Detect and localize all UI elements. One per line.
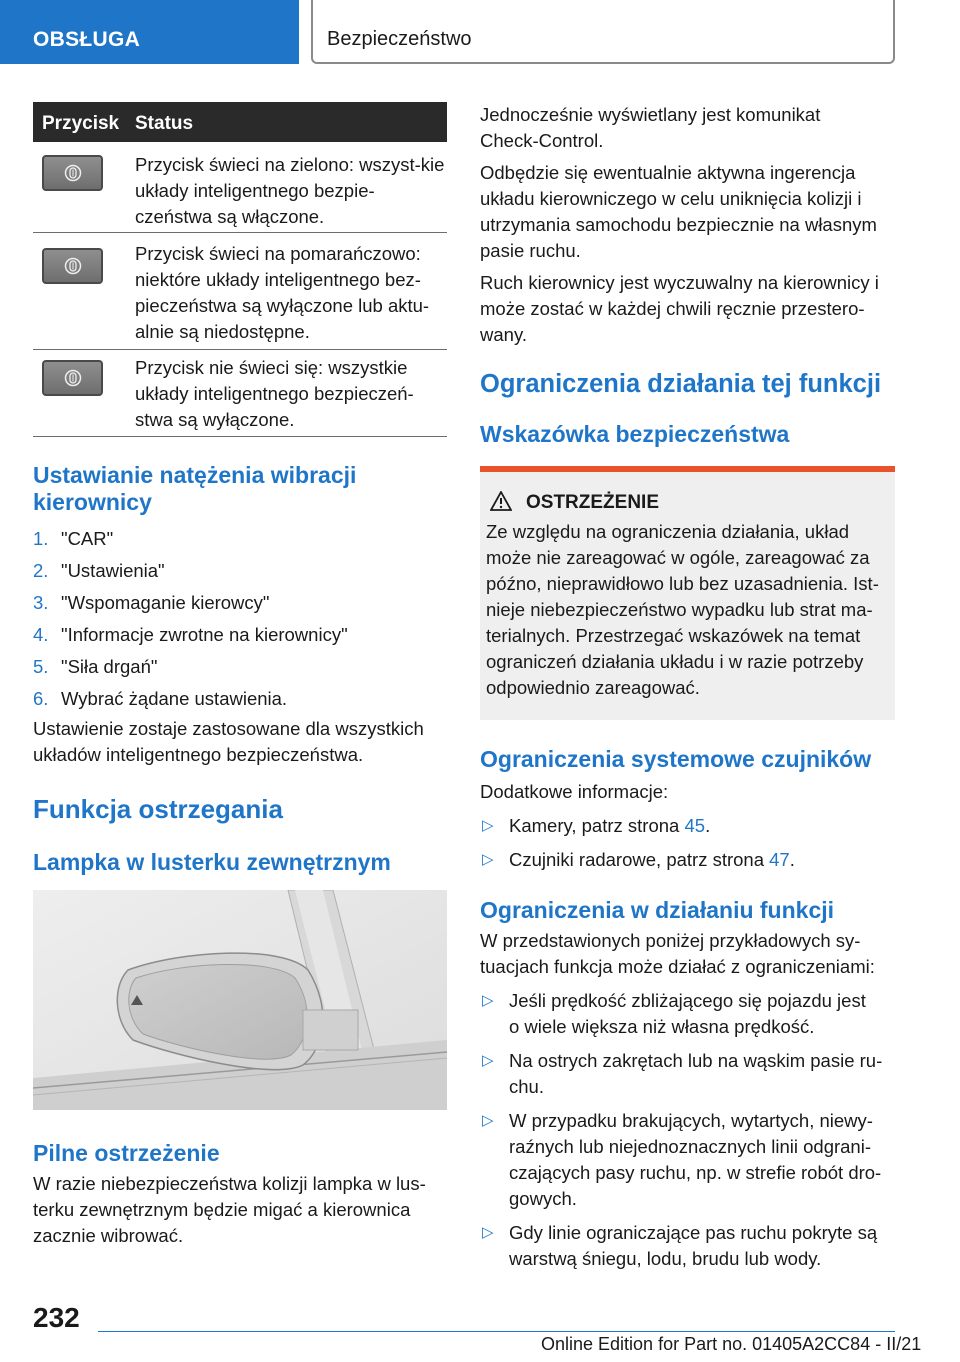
col-status-header: Status xyxy=(135,113,194,134)
left-column xyxy=(33,102,447,876)
urgent-section xyxy=(33,1140,447,1249)
list-item: 3. "Wspomaganie kierowcy" xyxy=(33,592,270,613)
list-item: 4. "Informacje zwrotne na kierownicy" xyxy=(33,624,348,645)
row-status-text: Przycisk świeci na zielono: wszyst-kie układy inteligentnego bezpie-czeństwa są włączone. xyxy=(135,154,445,227)
vibration-note: Ustawienie zostaje zastosowane dla wszystkich układów inteligentnego bezpieczeństwa. xyxy=(33,718,424,765)
page-link[interactable]: 45 xyxy=(684,815,706,836)
function-intro: W przedstawionych poniżej przykładowych sy-tuacjach funkcja może działać z ograniczeniami: xyxy=(480,930,875,977)
warning-text: Ze względu na ograniczenia działania, układ może nie zareagować w ogóle, zareagować za późno, nieprawidłowo lub bez uzasadnienia. Ist-nieje niebezpieczeństwo wypadku lub strat ma-terialnych. Przestrzegać wskazówek na temat ograniczeń działania układu i w razie potrzeby odpowiednio zareagować. xyxy=(486,521,879,698)
limits-heading: Ograniczenia działania tej funkcji xyxy=(480,370,882,398)
edition-text: Online Edition for Part no. 01405A2CC84 - II/21 xyxy=(541,1334,922,1354)
list-item: ▷ W przypadku brakujących, wytartych, niewy-raźnych lub niejednoznacznych linii odgrani-czających pasy ruchu, np. w strefie robót dro-gowych. xyxy=(482,1110,882,1209)
sensor-list xyxy=(480,813,895,873)
urgent-text: W razie niebezpieczeństwa kolizji lampka w lus-terku zewnętrznym będzie migać a kierownica zacznie wibrować. xyxy=(33,1173,426,1246)
section-label: OBSŁUGA xyxy=(33,28,141,51)
right-column xyxy=(480,102,895,1272)
list-item: 2. "Ustawienia" xyxy=(33,560,165,581)
warning-title: OSTRZEŻENIE xyxy=(526,492,660,513)
paragraph: Ruch kierownicy jest wyczuwalny na kierownicy i może zostać w każdej chwili ręcznie przestero-wany. xyxy=(480,272,879,345)
warning-box xyxy=(480,466,895,720)
page-link[interactable]: 47 xyxy=(769,849,790,870)
page-number: 232 xyxy=(33,1302,80,1333)
paragraph: Odbędzie się ewentualnie aktywna ingerencja układu kierowniczego w celu uniknięcia kolizji i utrzymania samochodu bezpiecznie na własnym pasie ruchu. xyxy=(480,162,877,261)
assist-button-off-icon xyxy=(42,360,103,396)
safety-heading: Wskazówka bezpieczeństwa xyxy=(480,421,790,447)
chapter-label: Bezpieczeństwo xyxy=(327,28,472,50)
list-item: ▷ Kamery, patrz strona 45. xyxy=(482,815,711,836)
list-item: ▷ Na ostrych zakrętach lub na wąskim pasie ru-chu. xyxy=(482,1050,883,1097)
col-button-header: Przycisk xyxy=(42,113,120,134)
sensor-heading: Ograniczenia systemowe czujników xyxy=(480,746,872,772)
chapter-tab xyxy=(311,0,895,64)
footer-divider xyxy=(98,1331,895,1332)
vibration-steps xyxy=(33,526,447,718)
list-item: 1. "CAR" xyxy=(33,528,114,549)
table-row xyxy=(33,142,447,233)
list-item: ▷ Jeśli prędkość zbliżającego się pojazdu jest o wiele większa niż własna prędkość. xyxy=(482,990,866,1037)
function-heading: Ograniczenia w działaniu funkcji xyxy=(480,897,835,923)
status-table xyxy=(33,102,447,437)
mirror-illustration xyxy=(33,890,447,1110)
sensor-intro: Dodatkowe informacje: xyxy=(480,781,669,802)
list-item: ▷ Gdy linie ograniczające pas ruchu pokryte są warstwą śniegu, lodu, brudu lub wody. xyxy=(482,1222,878,1269)
urgent-heading: Pilne ostrzeżenie xyxy=(33,1140,220,1166)
paragraph: Jednocześnie wyświetlany jest komunikat Check-Control. xyxy=(480,104,821,151)
table-header xyxy=(33,102,447,142)
section-tab xyxy=(0,0,299,64)
list-item: 5. "Siła drgań" xyxy=(33,656,158,677)
assist-button-orange-icon xyxy=(42,248,103,284)
row-status-text: Przycisk nie świeci się: wszystkie układy inteligentnego bezpieczeń-stwa są wyłączone. xyxy=(135,357,414,430)
vibration-heading: Ustawianie natężenia wibracji kierownicy xyxy=(33,462,357,515)
warning-function-heading: Funkcja ostrzegania xyxy=(33,794,283,824)
mirror-light-heading: Lampka w lusterku zewnętrznym xyxy=(33,849,391,875)
row-status-text: Przycisk świeci na pomarańczowo: niektóre układy inteligentnego bez-pieczeństwa są wyłączone lub aktu-alnie są niedostępne. xyxy=(135,243,430,342)
warning-triangle-icon xyxy=(490,491,512,516)
table-row xyxy=(33,233,447,350)
list-item: ▷ Czujniki radarowe, patrz strona 47. xyxy=(482,849,795,870)
assist-button-green-icon xyxy=(42,155,103,191)
list-item: 6. Wybrać żądane ustawienia. xyxy=(33,688,288,709)
table-row xyxy=(33,350,447,437)
function-list xyxy=(480,988,895,1272)
